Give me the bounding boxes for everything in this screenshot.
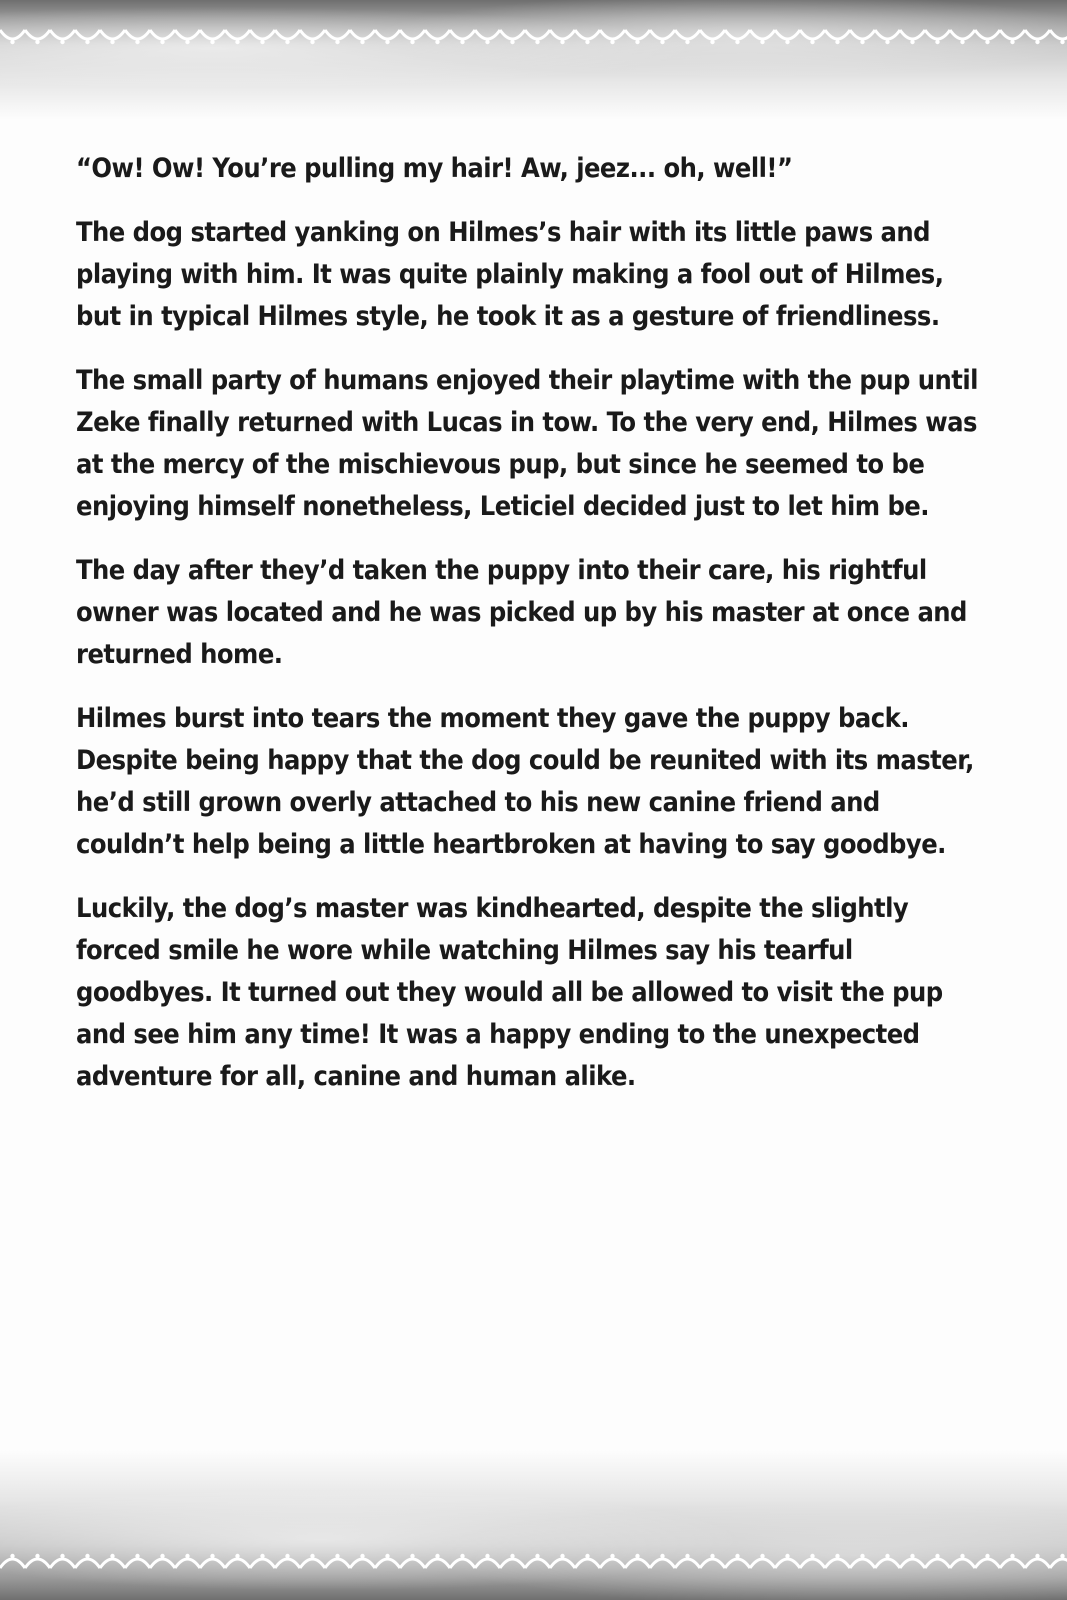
paragraph-3: The small party of humans enjoyed their playtime with the pup until Zeke finally returned with Lucas in tow. To the very end, Hilmes was at the mercy of the mischievous pup, but since he seemed to be enjoying himself nonetheless, Leticiel decided just to let him be. xyxy=(76,365,978,522)
paragraph-2: The dog started yanking on Hilmes’s hair with its little paws and playing with him. It was quite plainly making a fool out of Hilmes, but in typical Hilmes style, he took it as a gesture of friendliness. xyxy=(76,217,944,332)
paragraph-5: Hilmes burst into tears the moment they gave the puppy back. Despite being happy that the dog could be reunited with its master, he’d still grown overly attached to his new canine friend and couldn’t help being a little heartbroken at having to say goodbye. xyxy=(76,703,974,860)
story-text xyxy=(76,148,978,1120)
scallop-top-icon xyxy=(0,22,1067,52)
scallop-bottom-icon xyxy=(0,1546,1067,1576)
decorative-top-border xyxy=(0,0,1067,120)
paragraph-6: Luckily, the dog’s master was kindhearted, despite the slightly forced smile he wore while watching Hilmes say his tearful goodbyes. It turned out they would all be allowed to visit the pup and see him any time! It was a happy ending to the unexpected adventure for all, canine and human alike. xyxy=(76,893,943,1092)
paragraph-1: “Ow! Ow! You’re pulling my hair! Aw, jeez... oh, well!” xyxy=(76,153,793,184)
decorative-bottom-border xyxy=(0,1450,1067,1600)
paragraph-4: The day after they’d taken the puppy into their care, his rightful owner was located and he was picked up by his master at once and returned home. xyxy=(76,555,967,670)
